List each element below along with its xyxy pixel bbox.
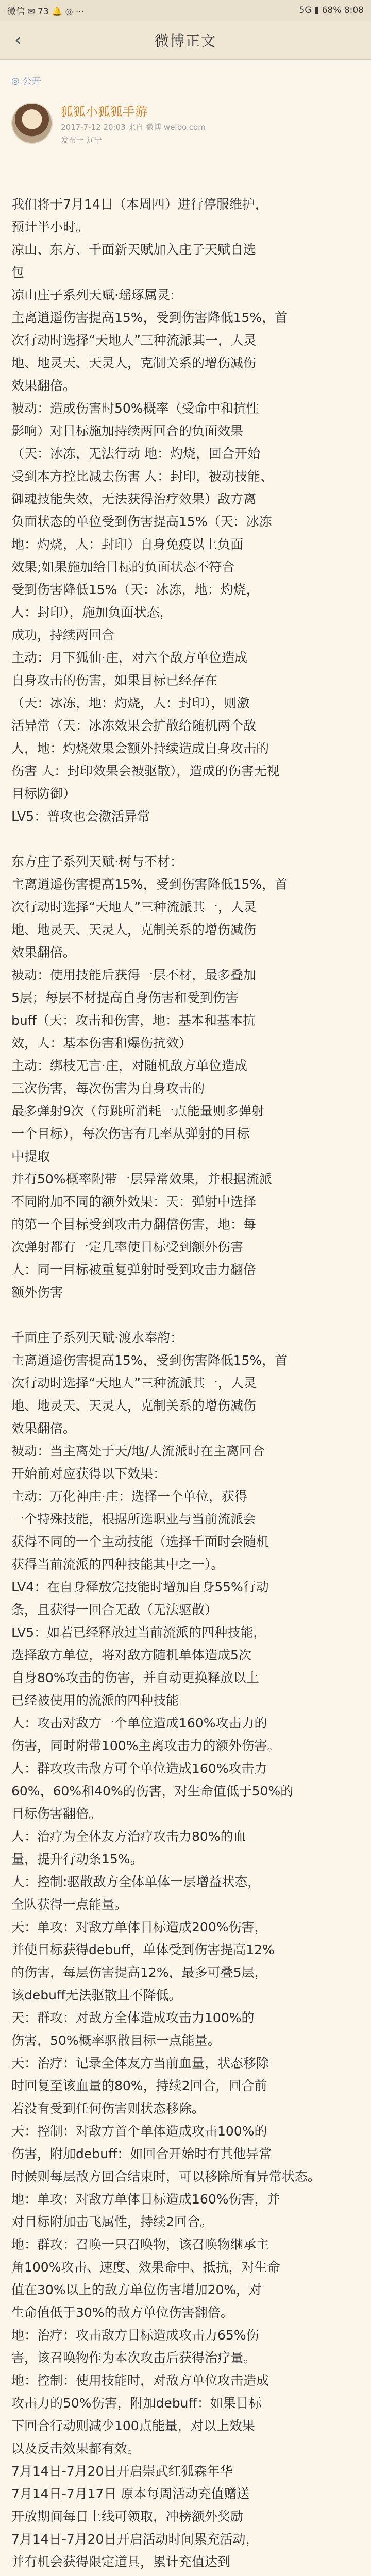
article-line: 受到本方控比减去伤害 人：封印，被动技能、: [11, 469, 273, 484]
article-line: 一个特殊技能，根据所选职业与当前流派会: [11, 1512, 257, 1527]
article-line: 三次伤害，每次伤害为自身攻击的: [11, 1081, 205, 1096]
article-line: 我们将于7月14日（本周四）进行停服维护，: [11, 197, 268, 212]
author-name[interactable]: 狐狐小狐狐手游: [61, 104, 147, 119]
article-line: 主离逍遥伤害提高15%，受到伤害降低15%，首: [11, 877, 288, 892]
article-line: 不同附加不同的额外效果：天：弹射中选择: [11, 1194, 257, 1209]
title-bar: [0, 21, 371, 60]
article-line: 地、地灵天、天灵人，克制关系的增伤减伤: [11, 355, 257, 370]
article-line: 7月14日-7月17日 原本每周活动充值赠送: [11, 2486, 250, 2501]
article-line: 伤害，50%概率驱散目标一点能量。: [11, 2033, 221, 2048]
article-line: 目标防御）: [11, 786, 76, 801]
article-line: 预计半小时。: [11, 219, 89, 234]
article-line: 千面庄子系列天赋·渡水奉韵：: [11, 1330, 183, 1345]
article-line: 中提取: [11, 1149, 50, 1164]
article-line: 东方庄子系列天赋·树与不材：: [11, 854, 183, 869]
article-line: 获得当前流派的四种技能其中之一）。: [11, 1557, 224, 1572]
visibility-badge: [11, 74, 41, 88]
article-line: 天：控制：对敌方首个单体造成攻击100%的: [11, 2124, 267, 2139]
article-line: 效果翻倍。: [11, 945, 76, 960]
article-line: 的第一个目标受到攻击力翻倍伤害，地：每: [11, 1217, 257, 1232]
article-line: 若没有受到任何伤害则状态移除。: [11, 2101, 205, 2116]
article-line: 时回复至该血量的80%，持续2回合，回合前: [11, 2078, 267, 2093]
article-line: 负面状态的单位受到伤害提高15%（天：冰冻: [11, 514, 272, 529]
article-line: 自身80%攻击的伤害，并自动更换释放以上: [11, 1670, 259, 1685]
article-line: 的伤害，每层伤害提高12%，最多可叠5层，: [11, 1965, 267, 1980]
article-line: 7月14日-7月20日开启崇武红狐森年华: [11, 2464, 233, 2479]
article-line: 目标伤害翻倍。: [11, 1806, 102, 1821]
article-line: 量，提升行动条15%。: [11, 1852, 143, 1867]
article-line: 主动：绑枝无言·庄，对随机敌方单位造成: [11, 1058, 247, 1073]
back-arrow-icon[interactable]: ‹: [14, 29, 22, 50]
globe-icon: ◎: [11, 75, 20, 87]
article-line: 主动：月下狐仙·庄，对六个敌方单位造成: [11, 650, 247, 665]
article-line: 自身攻击的伤害，如果目标已经存在: [11, 673, 218, 688]
article-line: 并使目标获得debuff，单体受到伤害提高12%: [11, 1942, 275, 1957]
article-line: 60%，60%和40%的伤害，对生命值低于50%的: [11, 1784, 294, 1799]
article-line: 值在30%以上的敌方单位伤害增加20%，对: [11, 2282, 262, 2297]
article-line: [11, 828, 360, 851]
article-line: 人：控制:驱散敌方全体单体一层增益状态，: [11, 1874, 261, 1889]
article-line: 效果;如果施加给目标的负面状态不符合: [11, 560, 235, 574]
article-line: 被动：造成伤害时50%概率（受命中和抗性: [11, 401, 259, 416]
article-line: 害，该召唤物作为本次攻击后获得治疗量。: [11, 2350, 257, 2365]
article-line: 成功，持续两回合: [11, 628, 115, 642]
status-left: 微信 ✉ 73 🔔 ◎ ···: [7, 6, 85, 17]
article-line: 被动：使用技能后获得一层不材，最多叠加: [11, 968, 257, 982]
article-line: 开始前对应获得以下效果：: [11, 1466, 166, 1481]
article-line: LV4：在自身释放完技能时增加自身55%行动: [11, 1580, 269, 1595]
article-line: 并有50%概率附带一层异常效果，并根据流派: [11, 1172, 272, 1187]
article-line: 凉山、东方、千面新天赋加入庄子天赋自选: [11, 242, 257, 257]
article-line: （天：冰冻，无法行动 地：灼烧，回合开始: [11, 446, 260, 461]
author-block[interactable]: [11, 101, 360, 145]
article-line: 效果翻倍。: [11, 1421, 76, 1436]
article-line: buff（天：攻击和伤害，地：基本和基本抗: [11, 1013, 256, 1028]
article-line: 选择敌方单位，将对敌方随机单体造成5次: [11, 1648, 251, 1663]
article-line: LV5：如若已经释放过当前流派的四种技能，: [11, 1625, 266, 1640]
avatar[interactable]: [11, 103, 53, 144]
article-line: 一个目标），每次伤害有几率从弹射的目标: [11, 1126, 250, 1141]
article-line: 包: [11, 265, 25, 280]
article-line: 地：单攻：对敌方单体目标造成160%伤害，并: [11, 2192, 280, 2207]
article-line: 人：封印），施加负面状态，: [11, 605, 173, 620]
article-line: 天：群攻：对敌方全体造成攻击力100%的: [11, 2010, 255, 2025]
article-line: 地、地灵天、天灵人，克制关系的增伤减伤: [11, 1398, 257, 1413]
post-meta: 2017-7-12 20:03 来自 微博 weibo.com: [61, 122, 206, 132]
page-title: 微博正文: [154, 32, 216, 49]
article-line: 地：治疗：攻击敌方目标造成攻击力65%伤: [11, 2328, 259, 2343]
article-line: 影响）对目标施加持续两回合的负面效果: [11, 423, 244, 438]
article-line: 天：单攻：对敌方单体目标造成200%伤害，: [11, 1920, 267, 1935]
article-line: 角100%攻击、速度、效果命中、抵抗，对生命: [11, 2260, 280, 2275]
article-line: 条，且获得一回合无敌（无法驱散）: [11, 1602, 218, 1617]
article-line: 生命值低于30%的敌方单位伤害翻倍。: [11, 2305, 233, 2320]
article-line: 地、地灵天、天灵人，克制关系的增伤减伤: [11, 922, 257, 937]
article-line: 额外伤害: [11, 1285, 63, 1300]
article-line: 人：攻击对敌方一个单位造成160%攻击力的: [11, 1716, 267, 1731]
status-right: 5G ▮ 68% 8:08: [299, 5, 364, 15]
article-line: 已经被使用的流派的四种技能: [11, 1693, 179, 1708]
article-line: 凉山庄子系列天赋·瑶琢属灵:: [11, 287, 175, 302]
article-line: LV5：普攻也会激活异常: [11, 809, 150, 824]
article-line: 5层；每层不材提高自身伤害和受到伤害: [11, 990, 239, 1005]
article-line: 下回合行动则减少100点能量，对以上效果: [11, 2418, 255, 2433]
article-line: 主动：万化神庄·庄：选择一个单位，获得: [11, 1489, 247, 1504]
article-line: 人：群攻攻击敌方可个单位造成160%攻击力: [11, 1761, 267, 1776]
article-line: 效，人：基本伤害和爆伤抗效）: [11, 1036, 192, 1050]
article-line: 伤害 人：封印效果会被驱散），造成的伤害无视: [11, 764, 280, 778]
article-line: 地：灼烧，人：封印）自身免疫以上负面: [11, 537, 244, 552]
article-line: 次行动时选择“天地人”三种流派其一，人灵: [11, 333, 257, 348]
article-line: 次行动时选择“天地人”三种流派其一，人灵: [11, 900, 257, 914]
article-line: （天：冰冻，地：灼烧，人：封印），则激: [11, 696, 250, 710]
article-line: 攻击力的50%伤害，附加debuff：如果目标: [11, 2396, 262, 2411]
article-line: 伤害，附加debuff：如回合开始时有其他异常: [11, 2146, 272, 2161]
article-line: 以及反击效果都有效。: [11, 2441, 141, 2456]
article-line: 最多弹射9次（每跳所消耗一点能量则多弹射: [11, 1104, 264, 1118]
article-line: 时候则每层敌方回合结束时，可以移除所有异常状态。: [11, 2169, 321, 2184]
article-line: 主离逍遥伤害提高15%，受到伤害降低15%，首: [11, 310, 288, 325]
article-line: 次行动时选择“天地人”三种流派其一，人灵: [11, 1376, 257, 1391]
article-line: 全队获得一点能量。: [11, 1897, 128, 1912]
article-line: 该debuff无法驱散且不降低。: [11, 1988, 182, 2003]
article-line: 御魂技能失效，无法获得治疗效果）敌方离: [11, 492, 257, 506]
article-line: 人：治疗为全体友方治疗攻击力80%的血: [11, 1829, 246, 1844]
article-line: [11, 2573, 360, 2576]
article-line: 获得不同的一个主动技能（选择千面时会随机: [11, 1534, 269, 1549]
article-line: [11, 1304, 360, 1327]
article-line: 受到伤害降低15%（天：冰冻，地：灼烧，: [11, 582, 259, 597]
article-line: 人，地：灼烧效果会额外持续造成自身攻击的: [11, 741, 269, 756]
article-line: 活异常（天：冰冻效果会扩散给随机两个敌: [11, 718, 257, 733]
article-line: 并有机会获得限定道具，累计充值达到: [11, 2554, 231, 2569]
article-line: 对目标附加击飞属性，持续2回合。: [11, 2214, 213, 2229]
article-line: 主离逍遥伤害提高15%，受到伤害降低15%，首: [11, 1353, 288, 1368]
article-line: 次弹射都有一定几率使目标受到额外伤害: [11, 1240, 244, 1255]
article-line: 7月14日-7月20日开启活动时间累充活动，: [11, 2532, 259, 2547]
article-line: 开放期间每日上线可领取，冲榜额外奖励: [11, 2509, 244, 2524]
article-line: 地：控制：使用技能时，对敌方单位攻击造成: [11, 2373, 269, 2388]
article-line: 天：治疗：记录全体友方当前血量，状态移除: [11, 2056, 269, 2071]
status-bar: [0, 0, 371, 21]
post-location: 发布于 辽宁: [61, 135, 102, 145]
post-body: [11, 193, 360, 2576]
article-line: 人：同一目标被重复弹射时受到攻击力翻倍: [11, 1262, 257, 1277]
article-line: 被动：当主离处于天/地/人流派时在主离回合: [11, 1444, 265, 1459]
article-line: 地：群攻：召唤一只召唤物，该召唤物继承主: [11, 2237, 269, 2252]
visibility-label: 公开: [22, 76, 41, 87]
article-line: 伤害，同时附带100%主离攻击力的额外伤害。: [11, 1738, 280, 1753]
article-line: 效果翻倍。: [11, 378, 76, 393]
